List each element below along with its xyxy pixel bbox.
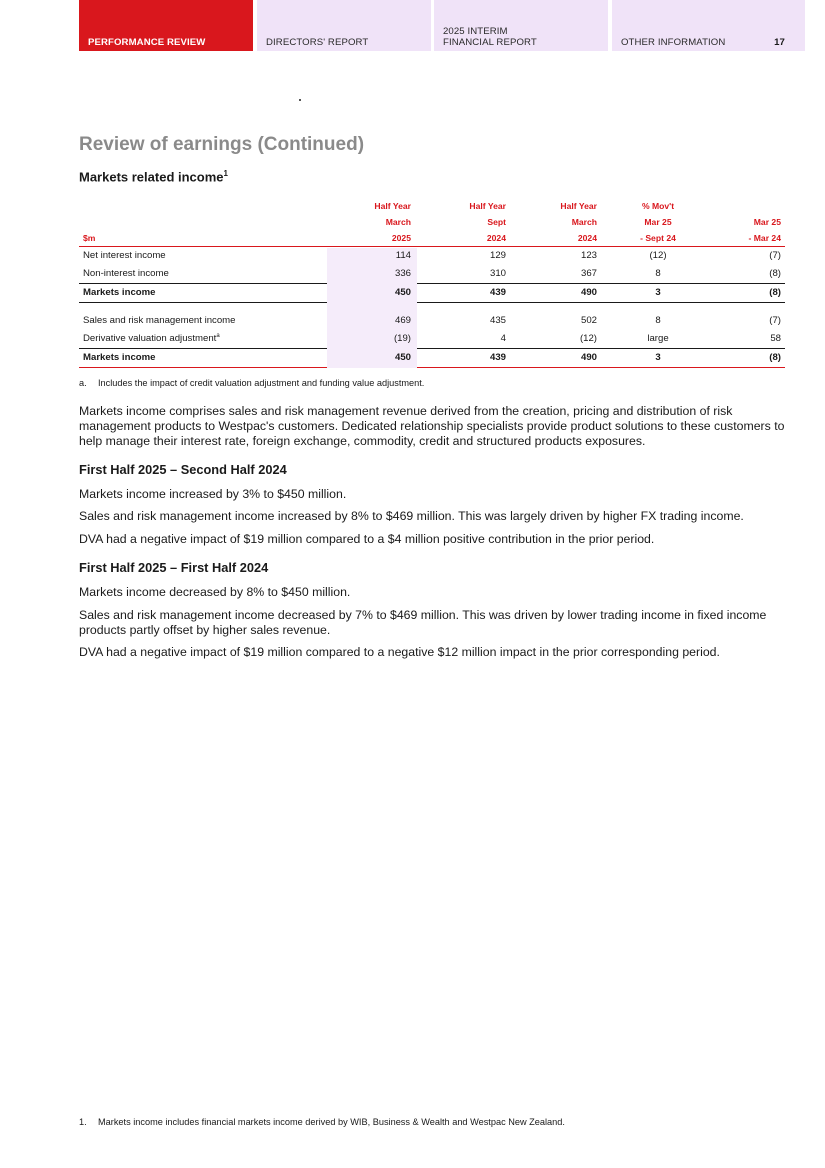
intro-paragraph: Markets income comprises sales and risk management revenue derived from the creation, pricing and distribution of risk management products to Westpac's customers. Dedicated relationship specialists provide product solutions to these customers to help manage their interest rate, foreign exchange, commodity, credit and structured products exposures. xyxy=(79,404,785,448)
row-label: Sales and risk management income xyxy=(83,315,236,326)
table-bottom-rule xyxy=(79,367,785,368)
row-label: Markets income xyxy=(83,287,156,298)
cell: 58 xyxy=(770,333,781,344)
col-header: - Mar 24 xyxy=(748,233,781,243)
cell: (19) xyxy=(393,333,411,344)
footnote-marker: 1. xyxy=(79,1117,87,1127)
col-header: Half Year xyxy=(560,201,597,211)
paragraph: DVA had a negative impact of $19 million compared to a negative $12 million impact in the prior corresponding period. xyxy=(79,645,720,659)
row-label: Net interest income xyxy=(83,250,166,261)
cell: 439 xyxy=(489,352,506,363)
section-heading: First Half 2025 – First Half 2024 xyxy=(79,560,269,575)
note-marker: a. xyxy=(79,378,87,388)
col-header: 2024 xyxy=(577,233,597,243)
section-title-text: Markets related income xyxy=(79,169,224,185)
row-label-text: Derivative valuation adjustment xyxy=(83,333,217,345)
tab-label: OTHER INFORMATION xyxy=(621,37,726,48)
table-header-row xyxy=(79,230,785,246)
cell: 502 xyxy=(580,315,597,326)
table-row xyxy=(79,247,785,265)
tab-label: PERFORMANCE REVIEW xyxy=(88,37,206,48)
paragraph: DVA had a negative impact of $19 million compared to a $4 million positive contribution in the prior period. xyxy=(79,532,655,546)
tab-directors-report[interactable] xyxy=(257,0,431,51)
cell: 435 xyxy=(489,315,506,326)
page-number: 17 xyxy=(774,37,785,48)
section-tabs xyxy=(79,0,805,51)
col-header: 2025 xyxy=(391,233,411,243)
col-header: March xyxy=(385,217,411,227)
col-header: Half Year xyxy=(469,201,506,211)
col-header: Mar 25 xyxy=(644,217,672,227)
page-footnote xyxy=(79,1117,565,1127)
tab-interim-financial-report[interactable] xyxy=(434,0,608,51)
table-row xyxy=(79,312,785,330)
cell: (8) xyxy=(769,287,781,298)
col-header: - Sept 24 xyxy=(640,233,676,243)
section-title xyxy=(79,169,228,184)
note-text: Includes the impact of credit valuation adjustment and funding value adjustment. xyxy=(98,378,425,388)
table-header-row xyxy=(79,198,785,214)
cell: 4 xyxy=(500,333,506,344)
table-row xyxy=(79,265,785,283)
row-label xyxy=(83,333,220,344)
cell: 310 xyxy=(489,268,506,279)
cell: 450 xyxy=(394,352,411,363)
paragraph: Markets income decreased by 8% to $450 million. xyxy=(79,585,351,599)
markets-income-table xyxy=(79,198,785,368)
footnote-text: Markets income includes financial markets income derived by WIB, Business & Wealth and Westpac New Zealand. xyxy=(98,1117,565,1127)
section-heading: First Half 2025 – Second Half 2024 xyxy=(79,462,287,477)
col-header: % Mov't xyxy=(641,201,675,211)
tab-label-line2: FINANCIAL REPORT xyxy=(443,37,537,48)
cell: (7) xyxy=(769,315,781,326)
row-label: Markets income xyxy=(83,352,156,363)
cell: 3 xyxy=(655,352,661,363)
tab-label-group xyxy=(443,26,537,48)
cell: 490 xyxy=(580,287,597,298)
cell: 490 xyxy=(580,352,597,363)
cell: 469 xyxy=(394,315,411,326)
cell: 3 xyxy=(655,287,661,298)
col-header: Mar 25 xyxy=(753,217,781,227)
paragraph: Sales and risk management income increased by 8% to $469 million. This was largely driven by higher FX trading income. xyxy=(79,509,744,523)
stray-dot xyxy=(299,99,301,101)
tab-label-line1: 2025 INTERIM xyxy=(443,26,508,37)
table-note xyxy=(79,378,424,388)
footnote-ref: 1 xyxy=(223,169,228,178)
cell: (12) xyxy=(649,250,667,261)
cell: (7) xyxy=(769,250,781,261)
cell: 123 xyxy=(580,250,597,261)
tab-other-information[interactable] xyxy=(612,0,805,51)
col-header: 2024 xyxy=(486,233,506,243)
cell: 114 xyxy=(395,250,411,261)
page-title: Review of earnings (Continued) xyxy=(79,134,365,155)
cell: 8 xyxy=(655,315,661,326)
cell: 450 xyxy=(394,287,411,298)
cell: (8) xyxy=(769,352,781,363)
col-header: Half Year xyxy=(374,201,411,211)
table-row xyxy=(79,330,785,348)
cell: 129 xyxy=(489,250,506,261)
units-label: $m xyxy=(83,233,96,243)
cell: (12) xyxy=(579,333,597,344)
spacer xyxy=(79,303,785,312)
tab-performance-review[interactable] xyxy=(79,0,253,51)
cell: 367 xyxy=(580,268,597,279)
col-header: March xyxy=(571,217,597,227)
cell: (8) xyxy=(769,268,781,279)
cell: 8 xyxy=(655,268,661,279)
row-label: Non-interest income xyxy=(83,268,169,279)
paragraph: Sales and risk management income decreased by 7% to $469 million. This was driven by lower trading income in fixed income products partly offset by higher sales revenue. xyxy=(79,608,767,637)
cell: large xyxy=(647,333,669,344)
paragraph: Markets income increased by 3% to $450 million. xyxy=(79,487,347,501)
cell: 439 xyxy=(489,287,506,298)
cell: 336 xyxy=(394,268,411,279)
tab-label: DIRECTORS' REPORT xyxy=(266,37,369,48)
note-ref: a xyxy=(216,333,220,339)
col-header: Sept xyxy=(487,217,506,227)
table-header-row xyxy=(79,214,785,230)
total-row xyxy=(79,349,785,367)
total-row xyxy=(79,284,785,302)
